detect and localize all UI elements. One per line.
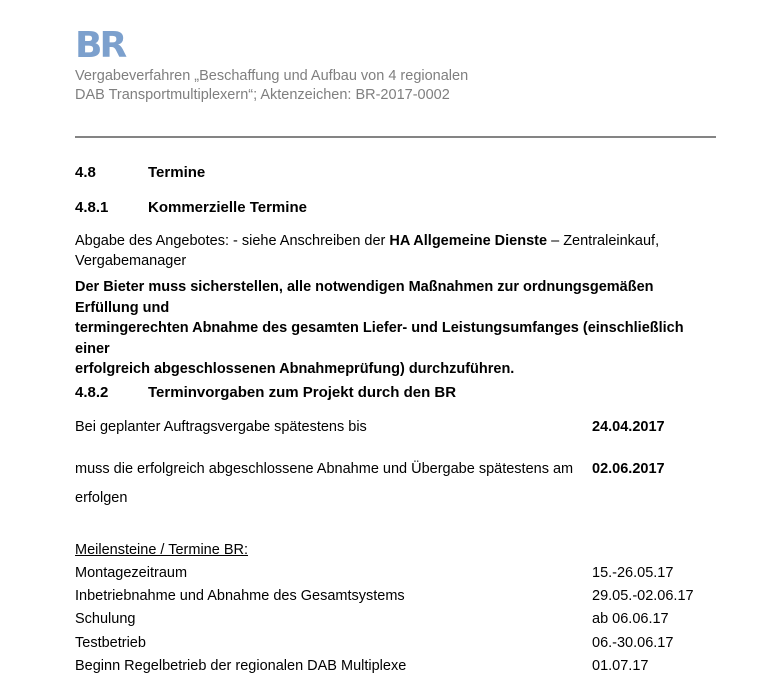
milestones-table — [75, 564, 715, 680]
milestone-label: Testbetrieb — [75, 634, 592, 657]
section-number: 4.8.2 — [75, 384, 148, 402]
milestone-row — [75, 610, 715, 633]
milestones-title: Meilensteine / Termine BR: — [75, 541, 715, 559]
section-title: Kommerzielle Termine — [148, 199, 307, 216]
header-line-1: Vergabeverfahren „Beschaffung und Aufbau von 4 regionalen — [75, 67, 715, 86]
paragraph-abgabe-line-1 — [75, 231, 715, 251]
deadline-label-line-2: erfolgen — [75, 489, 592, 507]
section-heading-4-8-1 — [75, 199, 715, 217]
abgabe-suffix: – Zentraleinkauf, — [547, 233, 659, 249]
deadline-date: 24.04.2017 — [592, 418, 715, 436]
milestone-date: 29.05.-02.06.17 — [592, 587, 715, 610]
bieter-line-1: Der Bieter muss sicherstellen, alle notwendigen Maßnahmen zur ordnungsgemäßen Erfüllung und — [75, 277, 715, 318]
document-header — [75, 67, 715, 105]
milestone-row — [75, 587, 715, 610]
section-number: 4.8.1 — [75, 199, 148, 217]
bieter-line-3: erfolgreich abgeschlossenen Abnahmeprüfung) durchzuführen. — [75, 359, 715, 380]
br-logo: BR — [75, 27, 715, 65]
header-line-2: DAB Transportmultiplexern“; Aktenzeichen: BR-2017-0002 — [75, 86, 715, 105]
milestone-date: ab 06.06.17 — [592, 610, 715, 633]
deadline-label-line-1: muss die erfolgreich abgeschlossene Abnahme und Übergabe spätestens am — [75, 460, 592, 478]
milestone-row — [75, 634, 715, 657]
milestone-label: Schulung — [75, 610, 592, 633]
bieter-line-2: termingerechten Abnahme des gesamten Liefer- und Leistungsumfanges (einschließlich einer — [75, 318, 715, 359]
section-number: 4.8 — [75, 164, 148, 182]
milestone-label: Inbetriebnahme und Abnahme des Gesamtsystems — [75, 587, 592, 610]
milestone-label: Montagezeitraum — [75, 564, 592, 587]
milestone-row — [75, 657, 715, 680]
paragraph-abgabe — [75, 231, 715, 271]
deadline-date: 02.06.2017 — [592, 460, 715, 507]
deadline-row-auftragsvergabe — [75, 418, 715, 436]
milestone-date: 06.-30.06.17 — [592, 634, 715, 657]
milestone-date: 15.-26.05.17 — [592, 564, 715, 587]
paragraph-bieter — [75, 277, 715, 380]
milestone-row — [75, 564, 715, 587]
abgabe-prefix: Abgabe des Angebotes: - siehe Anschreiben der — [75, 233, 389, 249]
section-title: Terminvorgaben zum Projekt durch den BR — [148, 384, 456, 401]
milestone-label: Beginn Regelbetrieb der regionalen DAB Multiplexe — [75, 657, 592, 680]
deadline-label: Bei geplanter Auftragsvergabe spätestens bis — [75, 418, 592, 436]
milestone-date: 01.07.17 — [592, 657, 715, 680]
section-heading-4-8 — [75, 164, 715, 182]
deadline-row-abnahme — [75, 460, 715, 507]
section-heading-4-8-2 — [75, 384, 715, 402]
abgabe-bold: HA Allgemeine Dienste — [389, 233, 547, 249]
paragraph-abgabe-line-2: Vergabemanager — [75, 251, 715, 271]
deadline-label — [75, 460, 592, 507]
header-divider — [75, 136, 716, 138]
section-title: Termine — [148, 164, 205, 181]
